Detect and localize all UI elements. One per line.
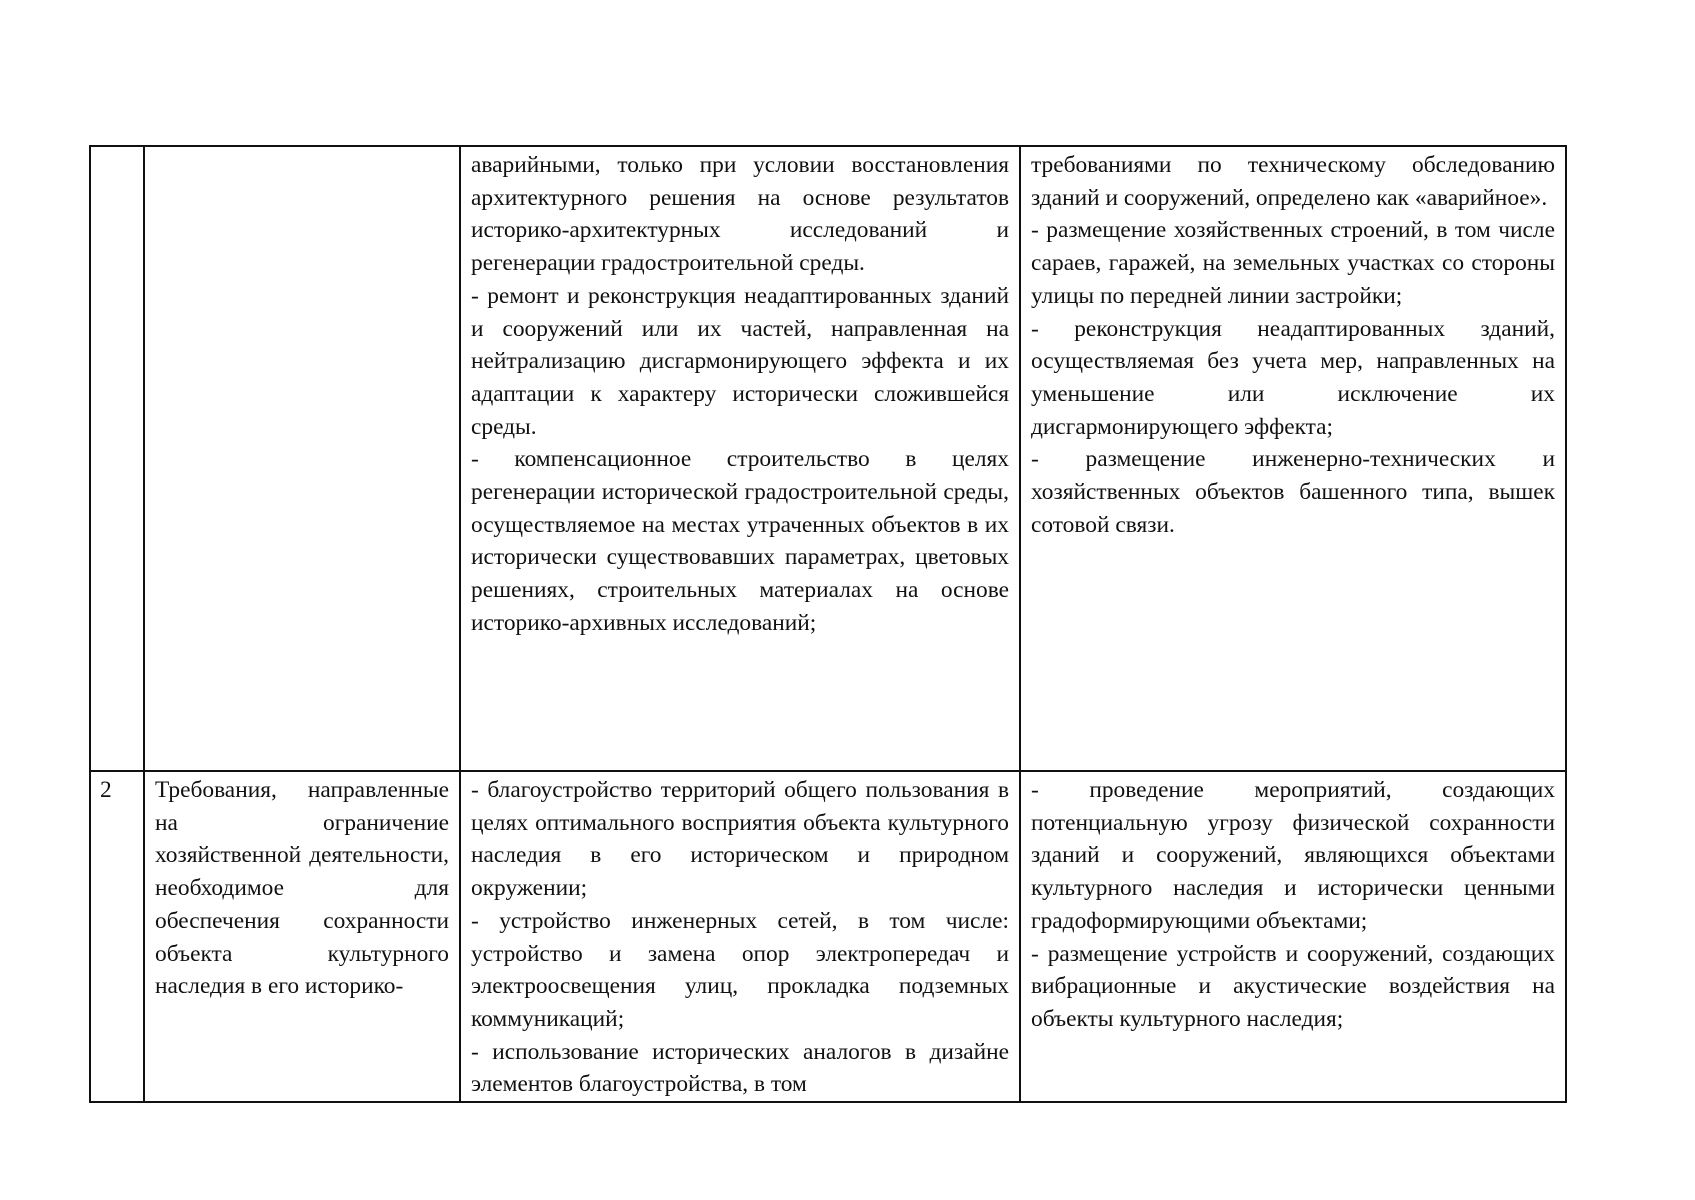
allowed-activities-cell xyxy=(460,771,1020,1102)
allowed-activities-cell xyxy=(460,146,1020,771)
row-number-cell xyxy=(90,146,144,771)
allowed-item: аварийными, только при условии восстановления архитектурного решения на основе результатов историко-архитектурных исследований и регенерации градостроительной среды. xyxy=(471,152,1009,277)
prohibited-item: - размещение устройств и сооружений, создающих вибрационные и акустические воздействия на объекты культурного наследия; xyxy=(1031,940,1555,1032)
allowed-item: - благоустройство территорий общего пользования в целях оптимального восприятия объекта культурного наследия в его историческом и природном окружении; xyxy=(471,777,1009,902)
prohibited-item: - реконструкция неадаптированных зданий, осуществляемая без учета мер, направленных на уменьшение или исключение их дисгармонирующего эффекта; xyxy=(1031,315,1555,440)
row-number-cell: 2 xyxy=(90,771,144,1102)
requirement-text: Требования, направленные на ограничение хозяйственной деятельности, необходимое для обеспечения сохранности объекта культурного наследия в его историко- xyxy=(155,777,449,1000)
prohibited-item: требованиями по техническому обследованию зданий и сооружений, определено как «аварийное». xyxy=(1031,152,1555,211)
requirement-cell xyxy=(144,146,460,771)
prohibited-item: - проведение мероприятий, создающих потенциальную угрозу физической сохранности зданий и сооружений, являющихся объектами культурного наследия и исторически ценными градоформирующими объектами; xyxy=(1031,777,1555,934)
table-row xyxy=(90,146,1566,771)
allowed-item: - компенсационное строительство в целях регенерации исторической градостроительной среды, осуществляемое на местах утраченных объектов в их исторически существовавших параметрах, цветовых решениях, строительных материалах на основе историко-архивных исследований; xyxy=(471,446,1009,636)
prohibited-item: - размещение инженерно-технических и хозяйственных объектов башенного типа, вышек сотовой связи. xyxy=(1031,446,1555,538)
table-row xyxy=(90,771,1566,1102)
requirement-cell xyxy=(144,771,460,1102)
allowed-item: - ремонт и реконструкция неадаптированных зданий и сооружений или их частей, направленная на нейтрализацию дисгармонирующего эффекта и их адаптации к характеру исторически сложившейся среды. xyxy=(471,282,1009,440)
allowed-item: - использование исторических аналогов в дизайне элементов благоустройства, в том xyxy=(471,1038,1009,1098)
prohibited-item: - размещение хозяйственных строений, в том числе сараев, гаражей, на земельных участках со стороны улицы по передней линии застройки; xyxy=(1031,217,1555,309)
prohibited-activities-cell xyxy=(1020,146,1566,771)
requirements-table xyxy=(89,145,1567,1103)
allowed-item: - устройство инженерных сетей, в том числе: устройство и замена опор электропередач и электроосвещения улиц, прокладка подземных коммуникаций; xyxy=(471,907,1009,1032)
prohibited-activities-cell xyxy=(1020,771,1566,1102)
